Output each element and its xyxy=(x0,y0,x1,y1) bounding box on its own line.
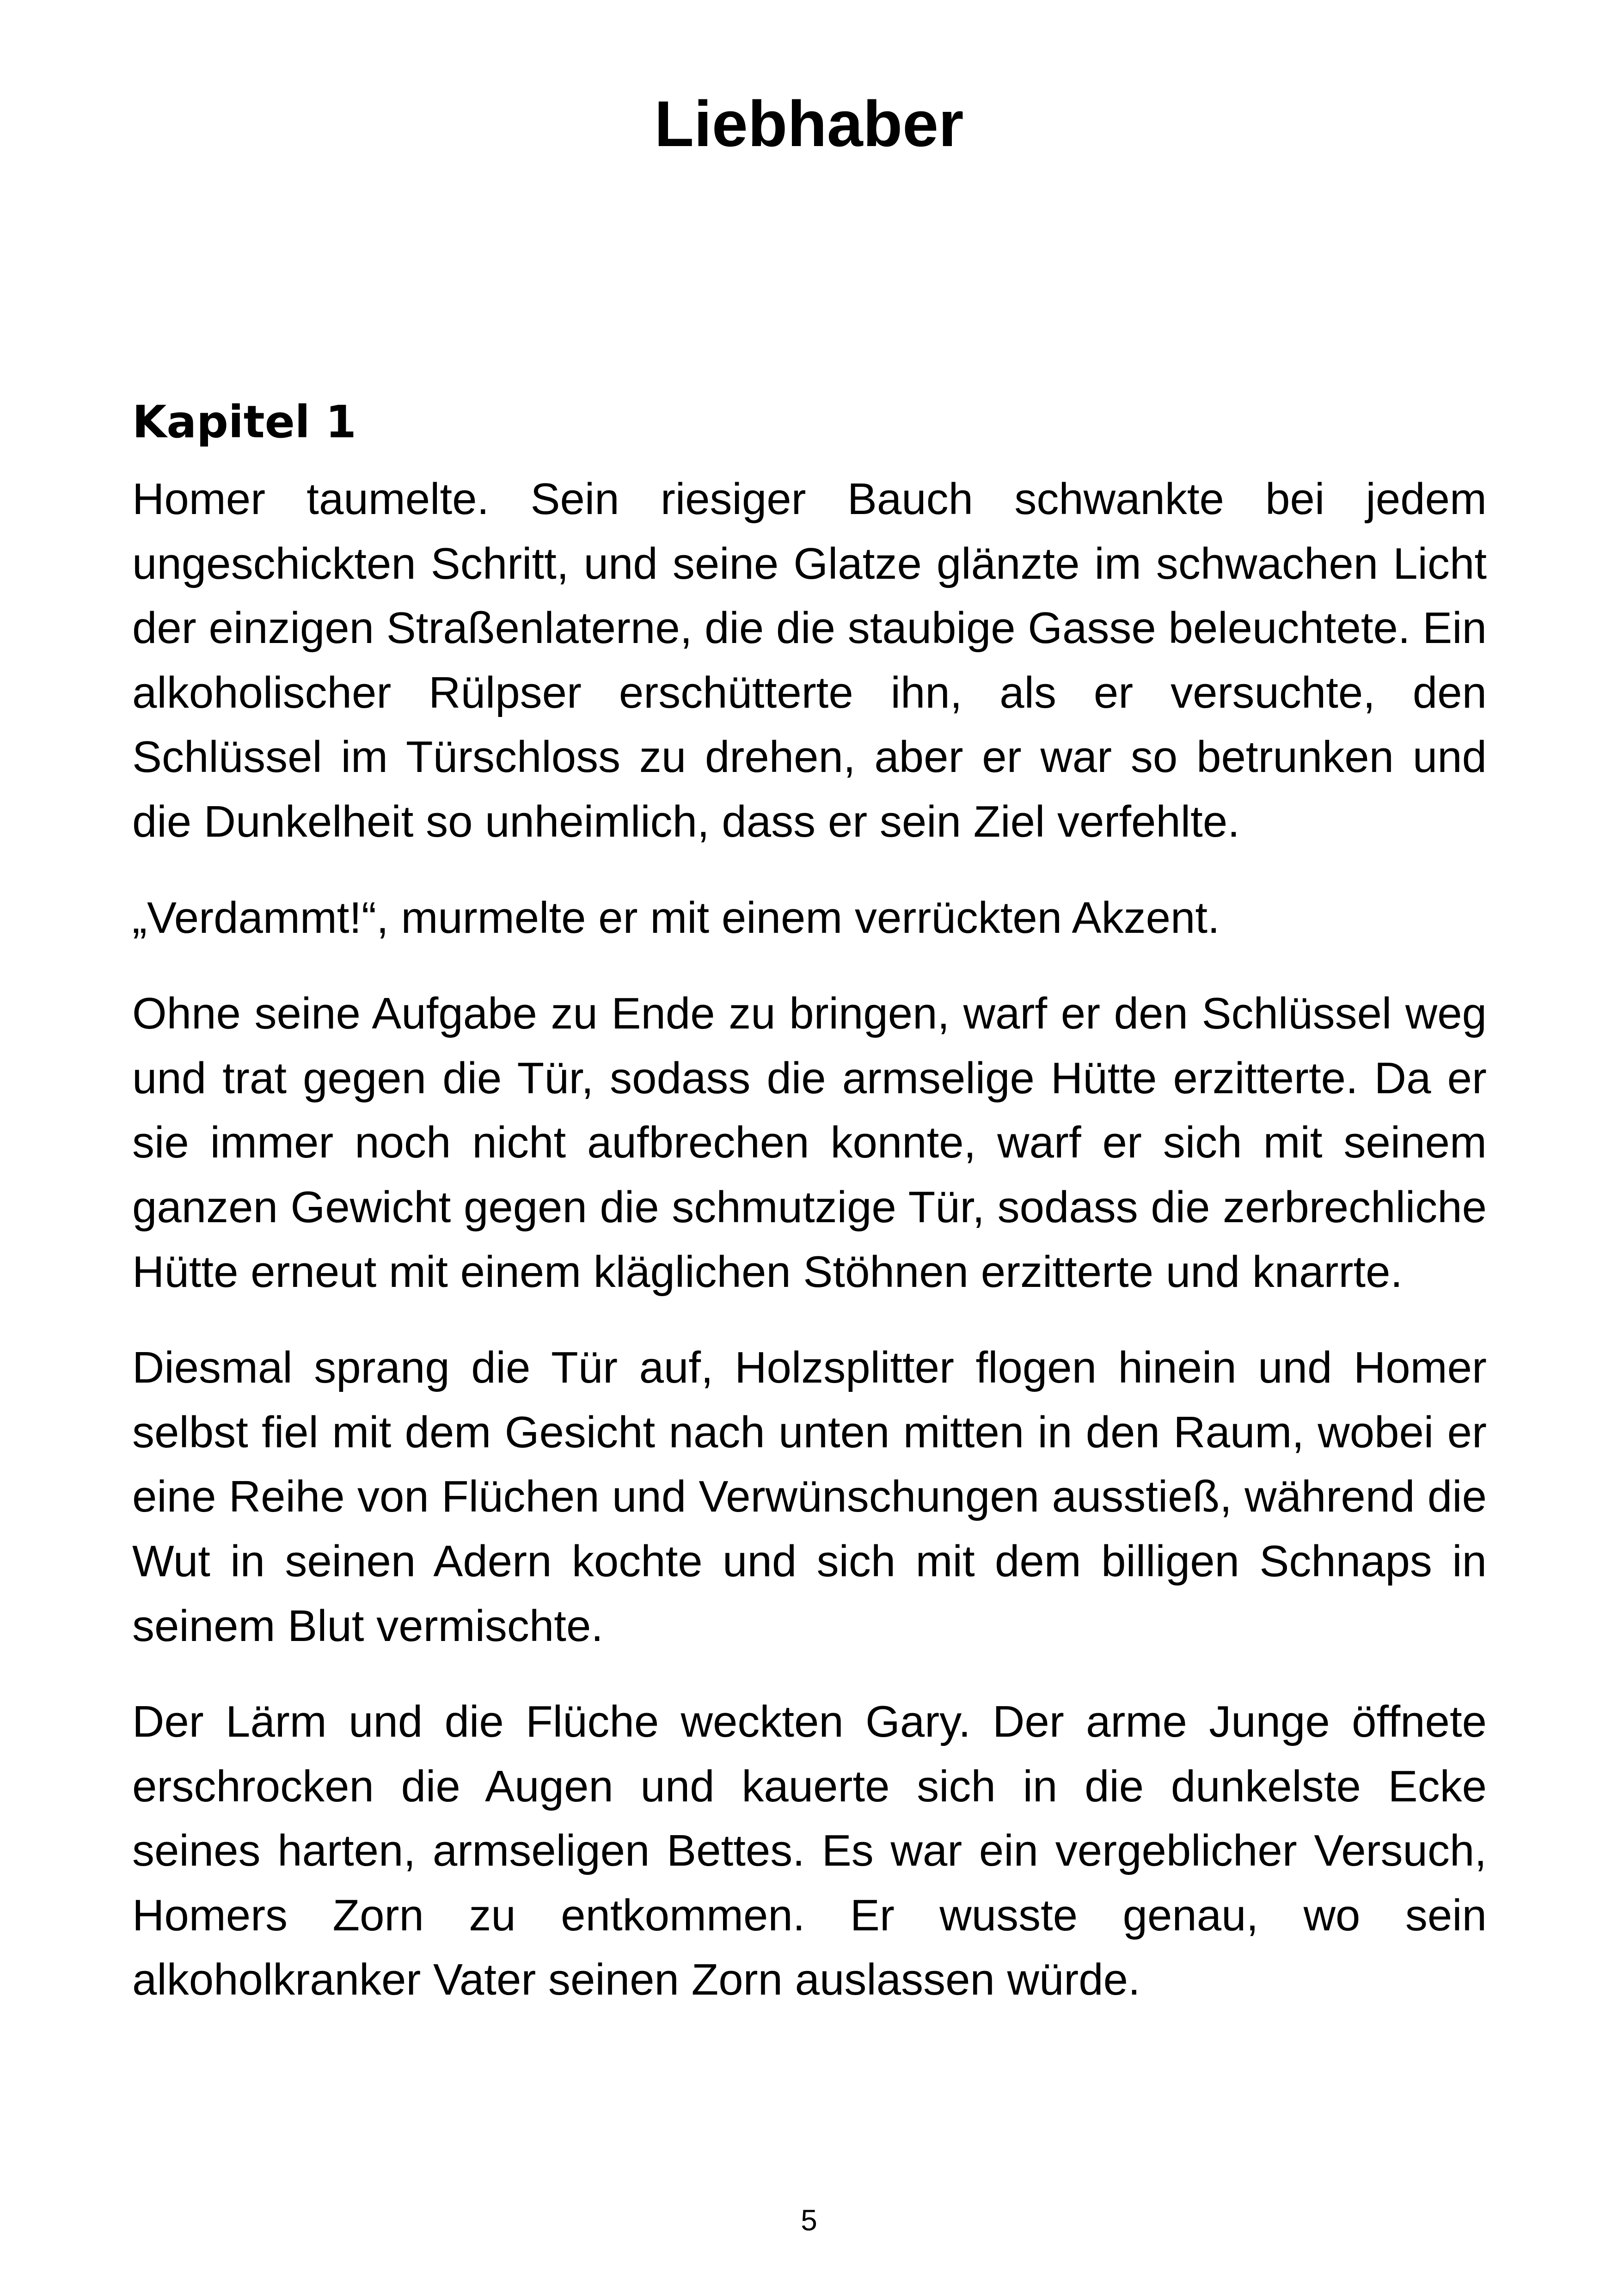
paragraph: „Verdammt!“, murmelte er mit einem verrückten Akzent. xyxy=(132,893,1220,943)
page-number: 5 xyxy=(801,2204,817,2237)
chapter-body xyxy=(132,467,1487,2012)
chapter-title: Kapitel 1 xyxy=(132,396,356,448)
book-title: Liebhaber xyxy=(654,87,964,160)
paragraph: Diesmal sprang die Tür auf, Holzsplitter flogen hinein und Homer selbst fiel mit dem Gesicht nach unten mitten in den Raum, wobei er eine Reihe von Flüchen und Verwünschungen ausstieß, während die Wut in seinen Adern kochte und sich mit dem billigen Schnaps in seinem Blut vermischte. xyxy=(132,1343,1487,1651)
paragraph: Homer taumelte. Sein riesiger Bauch schwankte bei jedem ungeschickten Schritt, und seine Glatze glänzte im schwachen Licht der einzigen Straßenlaterne, die die staubige Gasse beleuchtete. Ein alkoholischer Rülpser erschütterte ihn, als er versuchte, den Schlüssel im Türschloss zu drehen, aber er war so betrunken und die Dunkelheit so unheimlich, dass er sein Ziel verfehlte. xyxy=(132,474,1487,846)
paragraph: Ohne seine Aufgabe zu Ende zu bringen, warf er den Schlüssel weg und trat gegen die Tür, sodass die armselige Hütte erzitterte. Da er sie immer noch nicht aufbrechen konnte, warf er sich mit seinem ganzen Gewicht gegen die schmutzige Tür, sodass die zerbrechliche Hütte erneut mit einem kläglichen Stöhnen erzitterte und knarrte. xyxy=(132,989,1487,1297)
paragraph: Der Lärm und die Flüche weckten Gary. Der arme Junge öffnete erschrocken die Augen und kauerte sich in die dunkelste Ecke seines harten, armseligen Bettes. Es war ein vergeblicher Versuch, Homers Zorn zu entkommen. Er wusste genau, wo sein alkoholkranker Vater seinen Zorn auslassen würde. xyxy=(132,1697,1487,2005)
